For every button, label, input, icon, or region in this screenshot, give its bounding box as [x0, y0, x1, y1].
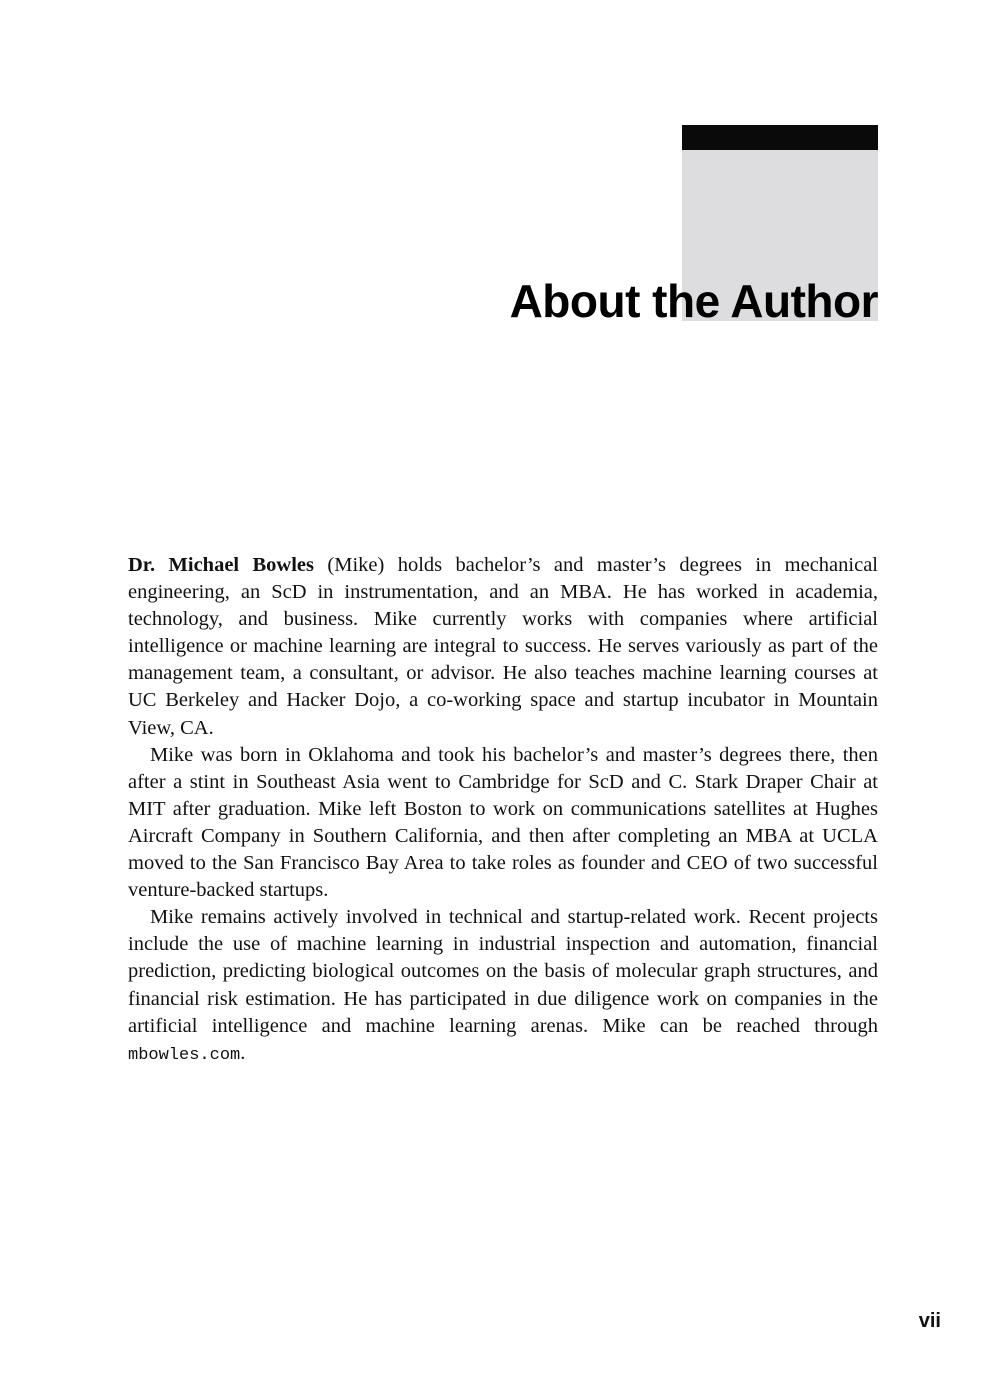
- author-website-link[interactable]: mbowles.com: [128, 1045, 241, 1065]
- bio-paragraph-1-text: (Mike) holds bachelor’s and master’s degrees in mechanical engineering, an ScD in instrumentation, and an MBA. He has worked in academia, technology, and business. Mike currently works with companies where artificial intelligence or machine learning are integral to success. He serves variously as part of the management team, a consultant, or advisor. He also teaches machine learning courses at UC Berkeley and Hacker Dojo, a co-working space and startup incubator in Mountain View, CA.: [128, 554, 878, 739]
- bio-paragraph-1: [128, 552, 878, 742]
- bio-paragraph-3-end: .: [240, 1041, 246, 1064]
- chapter-header-black-bar: [682, 125, 878, 150]
- bio-paragraph-3: [128, 904, 878, 1069]
- chapter-title: About the Author: [509, 275, 878, 327]
- page-number: vii: [918, 1310, 941, 1332]
- author-name: Dr. Michael Bowles: [128, 554, 315, 576]
- author-bio: [128, 552, 878, 1069]
- bio-paragraph-2: Mike was born in Oklahoma and took his bachelor’s and master’s degrees there, then after a stint in Southeast Asia went to Cambridge for ScD and C. Stark Draper Chair at MIT after graduation. Mike left Boston to work on communications satellites at Hughes Aircraft Company in Southern California, and then after completing an MBA at UCLA moved to the San Francisco Bay Area to take roles as founder and CEO of two successful venture-backed startups.: [128, 743, 878, 902]
- bio-paragraph-3-text: Mike remains actively involved in technical and startup-related work. Recent projects include the use of machine learning in industrial inspection and automation, financial prediction, predicting biological outcomes on the basis of molecular graph structures, and financial risk estimation. He has participated in due diligence work on companies in the artificial intelligence and machine learning arenas. Mike can be reached through: [128, 906, 878, 1037]
